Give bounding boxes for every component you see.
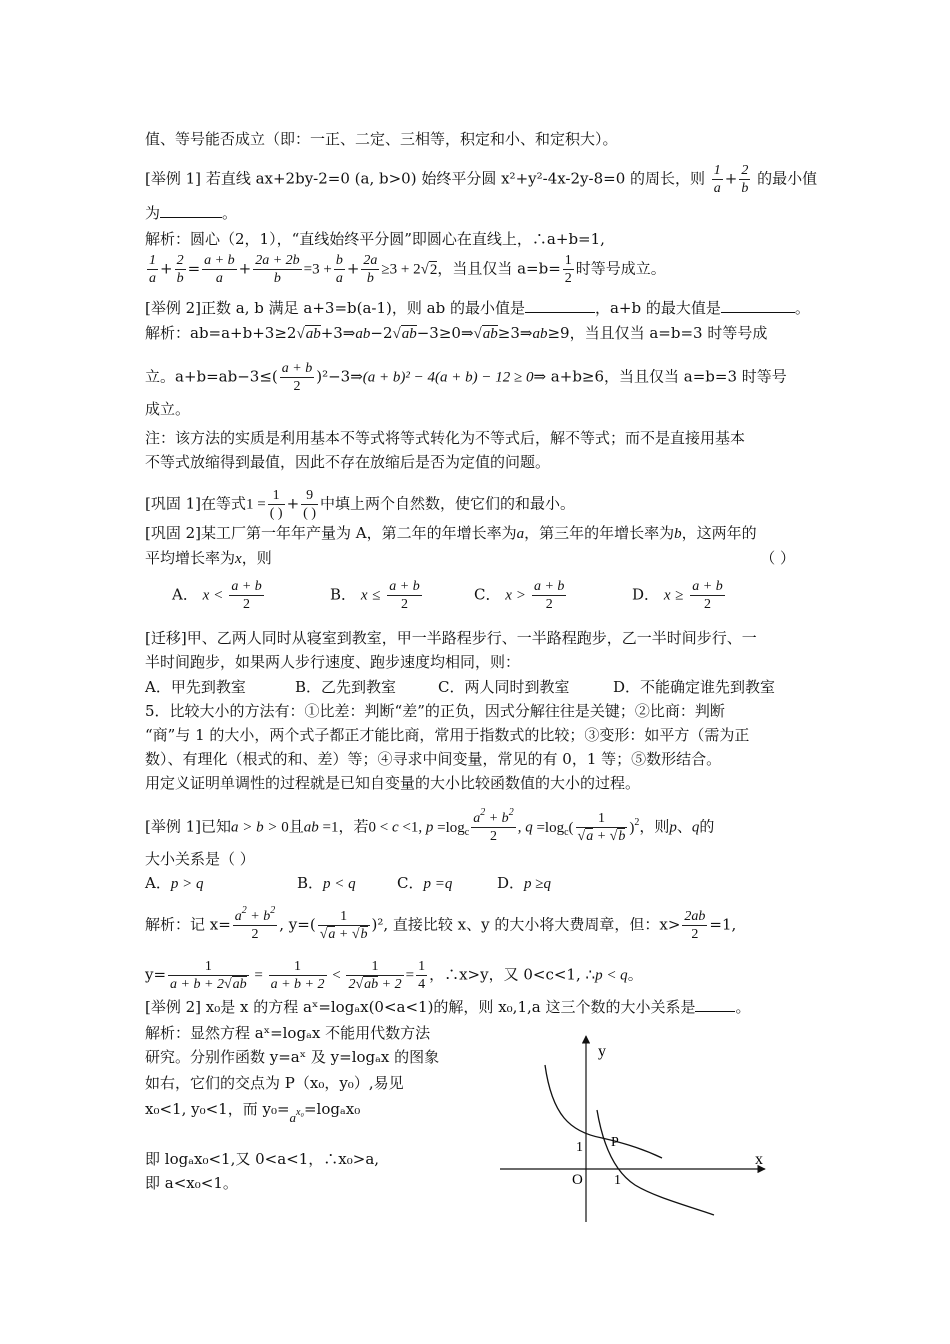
example1-solution-2: $\frac{1}{a}$ + $\frac{2}{b}$ = $\frac{a + b}{a}$ + $\frac{2a + 2b}{b}$ =3 + $\frac{b}{a}$ + $\frac{2a}{b}$ ≥3 + 2√2，当且仅当 a=b= $\frac{1}{2}$ 时等号成立。 xyxy=(149,253,666,286)
ex3-text: 的 xyxy=(699,817,715,836)
example4-question xyxy=(145,996,750,1018)
sol-text: 立。a+b=ab−3≤( xyxy=(145,367,278,386)
gg2-text: ，这两年的 xyxy=(681,524,757,542)
y-axis-label: y xyxy=(598,1043,606,1060)
frac: 1 ( ) xyxy=(269,488,283,521)
frac: $\frac{1}{a}$ xyxy=(149,253,156,286)
x-tick-1: 1 xyxy=(614,1173,621,1188)
period: 。 xyxy=(627,965,643,984)
frac: $\frac{a^2 + b^2}{2}$ xyxy=(234,905,276,942)
frac: $\frac{1}{4}$ xyxy=(418,959,426,992)
sol-text: ≥9，当且仅当 a=b=3 时等号成 xyxy=(547,324,768,342)
x-axis-label: x xyxy=(755,1151,763,1168)
example3-question-2: 大小关系是（ ） xyxy=(145,850,255,868)
ex3-text: 、 xyxy=(676,817,692,836)
sol-text: +3⇒ xyxy=(320,324,356,342)
section5-line-1: 5．比较大小的方法有：①比差：判断“差”的正负，因式分解往往是关键；②比商：判断 xyxy=(145,702,725,720)
ex4-solution-4: x₀<1, y₀<1，而 $y_0=a^{x_0}=\log_ax_0$ xyxy=(145,1100,361,1125)
gg2-text: ，则 xyxy=(241,549,272,567)
ex3-text: ，则 xyxy=(639,817,670,836)
example1-text: 若直线 ax+2by-2=0 (a, b>0) 始终平分圆 x²+y²-4x-2y-8=0 的周长，则 xyxy=(205,169,706,188)
ex4-solution-3: 如右，它们的交点为 P（x₀，y₀）,易见 xyxy=(145,1074,404,1092)
exponential-curve xyxy=(545,1065,662,1158)
ex3-text: [举例 1]已知 xyxy=(145,817,232,836)
gg1-text: [巩固 1]在等式 xyxy=(145,494,247,513)
option-label: A． xyxy=(145,874,171,892)
option-label: B． xyxy=(330,585,357,604)
gg2-option-b[interactable]: B． x ≤ $\frac{a + b}{2}$ xyxy=(330,579,420,612)
frac: $\frac{1}{a + b + 2√ab}$ xyxy=(170,959,247,992)
sol-text: ⇒ a+b≥6，当且仅当 a=b=3 时等号 xyxy=(533,367,787,386)
ex3-option-c[interactable] xyxy=(397,872,452,893)
transfer-line-2: 半时间跑步，如果两人步行速度、跑步速度均相同，则： xyxy=(145,653,521,671)
option-label: D． xyxy=(632,585,660,604)
sol-text: −3≥0⇒ xyxy=(416,324,474,342)
gg2-option-d[interactable]: D． x ≥ $\frac{a + b}{2}$ xyxy=(632,579,723,612)
sol-text: x₀<1, y₀<1，而 y₀= xyxy=(145,1100,290,1118)
op: ≤ xyxy=(372,587,381,604)
gg2-text: [巩固 2]某工厂第一年年产量为 A，第二年的年增长率为 xyxy=(145,524,517,542)
example1-label: [举例 1] xyxy=(145,169,202,188)
example2-solution-2 xyxy=(145,360,787,395)
gg2-text: ，第三年的年增长率为 xyxy=(524,524,675,542)
solution-end: 时等号成立。 xyxy=(575,259,666,278)
example1-solution-1: 解析：圆心（2，1），“直线始终平分圆”即圆心在直线上，∴a+b=1, xyxy=(145,230,605,248)
sol-text: =1, xyxy=(709,915,737,934)
frac: $\frac{1}{√a + √b}$ xyxy=(577,811,626,844)
transfer-option-b[interactable]: B．乙先到教室 xyxy=(295,678,397,696)
ex3-option-a[interactable] xyxy=(145,872,203,893)
example2-question xyxy=(145,297,810,319)
op: ≥ xyxy=(675,587,684,604)
frac: $\frac{1}{√a + √b}$ xyxy=(319,909,368,942)
example2-solution-3: 成立。 xyxy=(145,400,191,418)
sol-text: y= xyxy=(145,965,167,984)
frac: $\frac{a + b}{a}$ xyxy=(204,253,235,286)
ex4-solution-6: 即 a<x₀<1。 xyxy=(145,1174,238,1192)
logarithm-curve xyxy=(597,1110,714,1215)
example1-wei: 为 xyxy=(145,204,161,222)
option-label: C． xyxy=(397,874,424,892)
example1-blank-line xyxy=(145,202,237,224)
section5-line-4: 用定义证明单调性的过程就是已知自变量的大小比较函数值的大小的过程。 xyxy=(145,774,641,792)
consolidation1: [巩固 1]在等式1 = 1 ( ) + 9 ( ) 中填上两个自然数，使它们的和最小。 xyxy=(145,488,575,521)
sol-text: 解析：记 x= xyxy=(145,915,231,934)
frac: $\frac{a^2 + b^2}{2}$ xyxy=(473,807,514,844)
frac: $\frac{1}{a + b + 2}$ xyxy=(270,959,325,992)
example3-solution-1 xyxy=(145,905,737,943)
intro-line: 值、等号能否成立（即：一正、二定、三相等，积定和小、和定积大）。 xyxy=(145,130,618,148)
ex3-text: ，若 xyxy=(338,817,369,836)
section5-line-2: “商”与 1 的大小，两个式子都正才能比商，常用于指数式的比较；③变形：如平方（需为正 xyxy=(145,726,750,744)
transfer-option-a[interactable]: A．甲先到教室 xyxy=(145,678,246,696)
answer-blank[interactable] xyxy=(525,298,595,313)
transfer-option-d[interactable]: D．不能确定谁先到教室 xyxy=(613,678,776,696)
op: > xyxy=(516,587,526,604)
origin-label: O xyxy=(572,1172,583,1188)
consolidation2-line-1: [巩固 2]某工厂第一年年产量为 A，第二年的年增长率为a，第三年的年增长率为b，这两年的 xyxy=(145,524,757,542)
quadratic-expr: (a + b)² − 4(a + b) − 12 ≥ 0 xyxy=(362,369,534,386)
function-graph xyxy=(490,1030,770,1225)
section5-line-3: 数）、有理化（根式的和、差）等；④寻求中间变量，常见的有 0，1 等；⑤数形结合。 xyxy=(145,750,722,768)
fraction-1-over-a: $\frac{1}{a}$ xyxy=(713,163,721,196)
example1-question: [举例 1] 若直线 ax+2by-2=0 (a, b>0) 始终平分圆 x²+y²-4x-2y-8=0 的周长，则 $\frac{1}{a}$ + $\frac{2}{b}$ 的最小值 xyxy=(145,163,818,196)
answer-blank[interactable] xyxy=(721,298,795,313)
frac: $\frac{a + b}{2}$ xyxy=(533,579,565,612)
ex4-text: [举例 2] x₀是 x 的方程 aˣ=logₐx(0<a<1)的解，则 x₀,1,a 这三个数的大小关系是 xyxy=(145,998,696,1016)
gg2-option-a[interactable]: A． x < $\frac{a + b}{2}$ xyxy=(172,579,262,612)
consolidation2-line-2: 平均增长率为x，则 （ ） xyxy=(145,549,795,567)
option-label: C． xyxy=(474,585,501,604)
solution-tail: ，当且仅当 a=b= xyxy=(437,259,561,278)
option-label: D． xyxy=(497,874,525,892)
answer-paren: （ ） xyxy=(760,549,795,567)
gg2-option-c[interactable]: C． x > $\frac{a + b}{2}$ xyxy=(474,579,565,612)
option-expr: p > q xyxy=(170,876,204,892)
transfer-line-1: [迁移]甲、乙两人同时从寝室到教室，甲一半路程步行、一半路程跑步，乙一半时间步行、一 xyxy=(145,629,757,647)
y-tick-1: 1 xyxy=(576,1140,583,1155)
sol-text: )²−3⇒ xyxy=(316,367,363,386)
frac: $\frac{a + b}{2}$ xyxy=(389,579,420,612)
ex3-text: 且 xyxy=(288,817,304,836)
frac: $\frac{2ab}{2}$ xyxy=(684,909,706,942)
ex4-solution-5: 即 logₐx₀<1,又 0<a<1，∴x₀>a, xyxy=(145,1150,380,1168)
period: 。 xyxy=(222,204,238,222)
example1-text-b: 的最小值 xyxy=(757,169,818,188)
answer-blank[interactable] xyxy=(695,997,735,1012)
ex3-option-d[interactable] xyxy=(497,872,551,893)
gg1-text-b: 中填上两个自然数，使它们的和最小。 xyxy=(319,494,575,513)
frac: $\frac{2a + 2b}{b}$ xyxy=(255,253,300,286)
option-label: A． xyxy=(172,585,198,604)
example3-question: [举例 1]已知a > b > 0且ab =1，若0 < c <1, $p =\log_c$ $\frac{a^2 + b^2}{2}$ , $q =\log_c$( $\frac{1}{√a + √b}$ )$^2$，则p、q的 xyxy=(145,807,715,844)
transfer-option-c[interactable]: C．两人同时到教室 xyxy=(438,678,570,696)
op: < xyxy=(214,587,223,604)
frac: $\frac{a + b}{2}$ xyxy=(281,361,313,394)
sol-text: 解析：ab=a+b+3≥2 xyxy=(145,324,297,342)
sol-text: ，∴x>y，又 0<c<1, ∴ xyxy=(429,965,596,984)
sol-text: , y=( xyxy=(279,915,316,934)
frac: $\frac{2a}{b}$ xyxy=(363,253,378,286)
example2-solution-1: 解析：ab=a+b+3≥2√ab+3⇒ab−2√ab−3≥0⇒√ab≥3⇒ab≥9，当且仅当 a=b=3 时等号成 xyxy=(145,324,768,342)
frac: $\frac{a + b}{2}$ xyxy=(231,579,262,612)
sol-text: ≥3⇒ xyxy=(497,324,533,342)
period: 。 xyxy=(794,299,810,317)
example2-text-b: ，a+b 的最大值是 xyxy=(594,299,721,317)
period: 。 xyxy=(735,998,751,1016)
frac: $\frac{2}{b}$ xyxy=(176,253,184,286)
note-line-2: 不等式放缩得到最值，因此不存在放缩后是否为定值的问题。 xyxy=(145,453,551,471)
gg2-text: 平均增长率为 xyxy=(145,549,236,567)
answer-blank[interactable] xyxy=(160,203,222,218)
example2-text: [举例 2]正数 a, b 满足 a+3=b(a-1)，则 ab 的最小值是 xyxy=(145,299,525,317)
frac: $\frac{a + b}{2}$ xyxy=(692,579,723,612)
example3-solution-2: y= $\frac{1}{a + b + 2√ab}$ = $\frac{1}{a + b + 2}$ < $\frac{1}{2√ab + 2}$ = $\frac{1}{4}$ ，∴x>y，又 0<c<1, ∴p < q。 xyxy=(145,959,643,992)
sol-text: −2 xyxy=(370,324,393,342)
frac: $\frac{1}{2√ab + 2}$ xyxy=(348,959,402,992)
sol-text: )², 直接比较 x、y 的大小将大费周章，但：x> xyxy=(371,915,681,934)
note-line-1: 注：该方法的实质是利用基本不等式将等式转化为不等式后，解不等式；而不是直接用基本 xyxy=(145,429,746,447)
option-label: B． xyxy=(297,874,324,892)
frac: 9 ( ) xyxy=(303,488,316,521)
intersection-p-label: P xyxy=(611,1135,619,1150)
ex4-solution-2: 研究。分别作函数 y=aˣ 及 y=logₐx 的图象 xyxy=(145,1048,440,1066)
option-expr: p =q xyxy=(423,876,453,892)
option-expr: p < q xyxy=(323,876,356,892)
sol-text: =logₐx₀ xyxy=(303,1100,361,1118)
option-expr: p ≥q xyxy=(524,876,552,892)
fraction-2-over-b: $\frac{2}{b}$ xyxy=(741,163,749,196)
ex3-option-b[interactable] xyxy=(297,872,356,893)
frac: $\frac{1}{2}$ xyxy=(564,253,572,286)
ex4-solution-1: 解析：显然方程 aˣ=logₐx 不能用代数方法 xyxy=(145,1024,431,1042)
frac: $\frac{b}{a}$ xyxy=(335,253,343,286)
